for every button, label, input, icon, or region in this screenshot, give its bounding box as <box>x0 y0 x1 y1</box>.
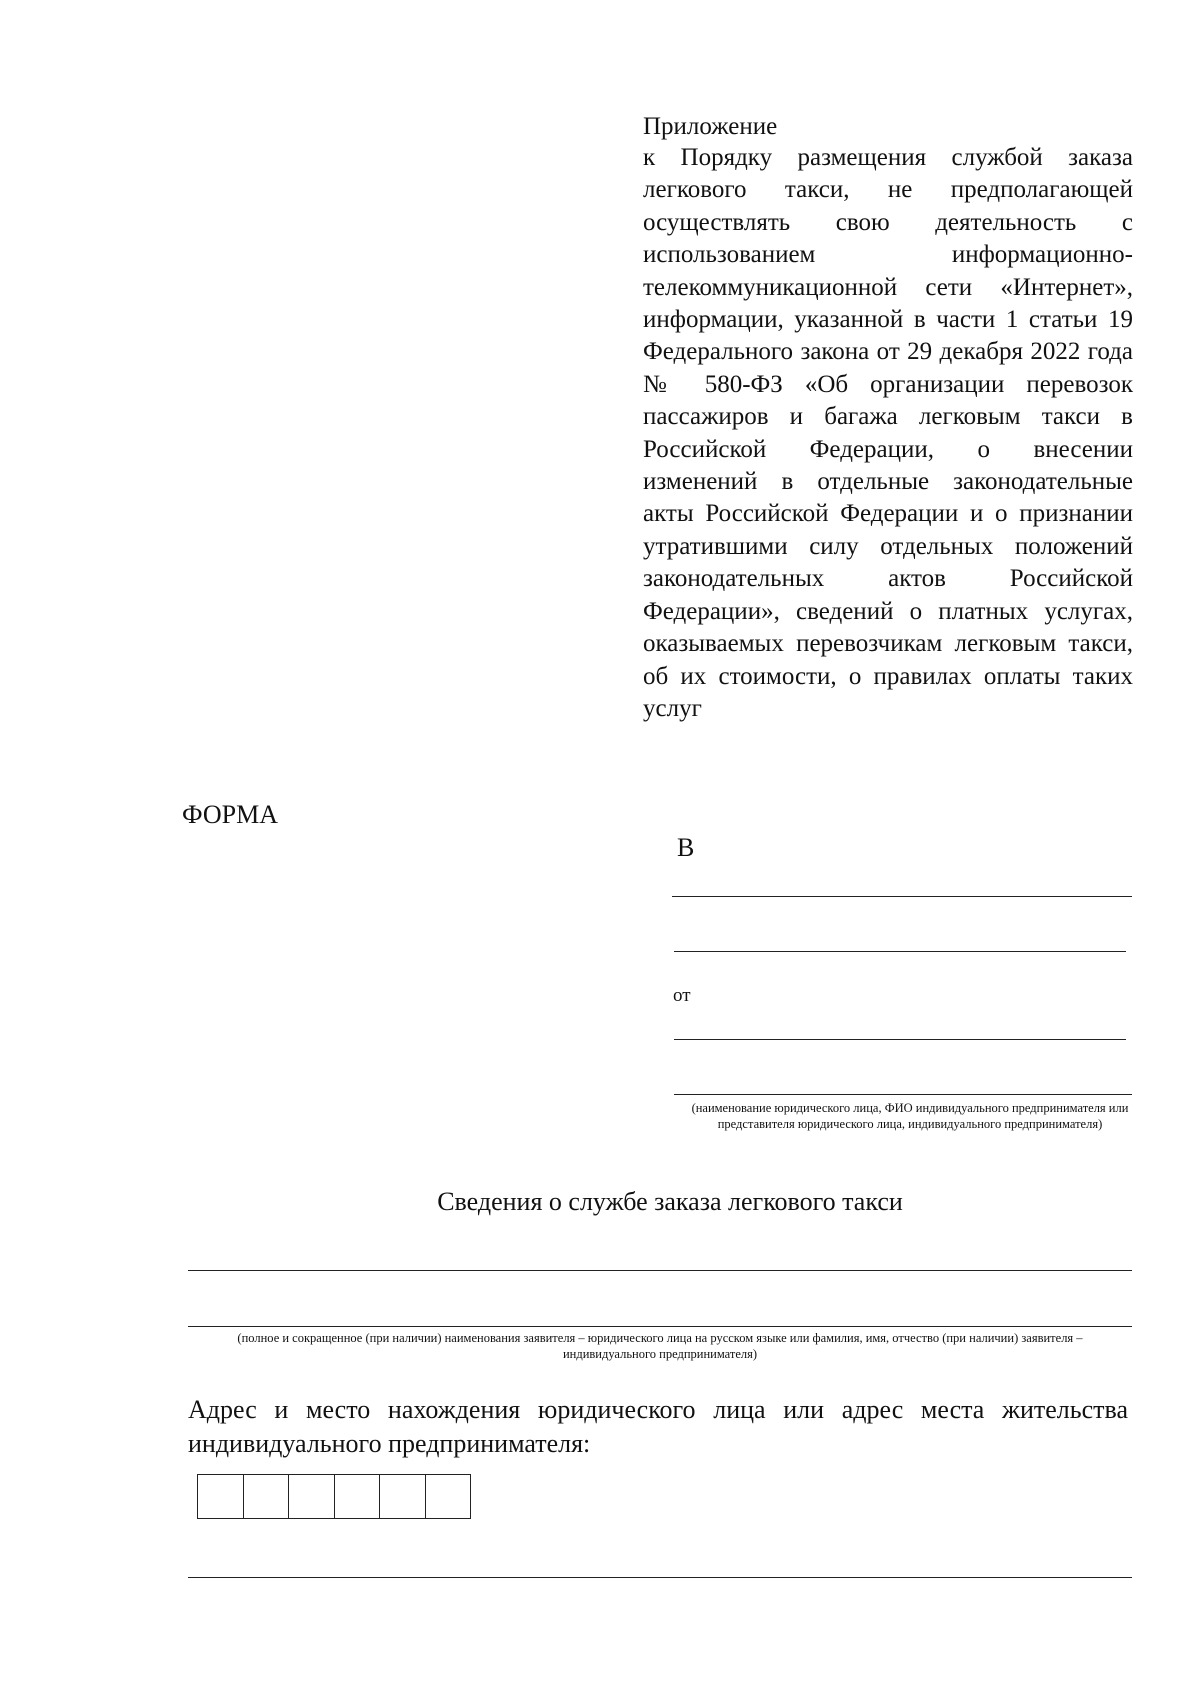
postal-code-box[interactable] <box>198 1475 244 1518</box>
recipient-to-label: В <box>677 833 695 862</box>
postal-code-box[interactable] <box>289 1475 335 1518</box>
sender-from-label: от <box>673 985 691 1006</box>
postal-code-box[interactable] <box>335 1475 381 1518</box>
applicant-name-line-1[interactable] <box>188 1270 1132 1271</box>
applicant-name-caption: (полное и сокращенное (при наличии) наименования заявителя – юридического лица на русском языке или фамилия, имя, отчество (при наличии) заявителя – индивидуального предпринимателя) <box>237 1331 1083 1361</box>
sender-line-2[interactable] <box>674 1094 1132 1095</box>
address-label: Адрес и место нахождения юридического лица или адрес места жительства индивидуального предпринимателя: <box>188 1395 1128 1458</box>
applicant-name-line-2[interactable] <box>188 1326 1132 1327</box>
appendix-text: к Порядку размещения службой заказа легкового такси, не предполагающей осуществлять свою деятельность с использованием информационно-телекоммуникационной сети «Интернет», информации, указанной в части 1 статьи 19 Федерального закона от 29 декабря 2022 года № 580-ФЗ «Об организации перевозок пассажиров и багажа легковым такси в Российской Федерации, о внесении изменений в отдельные законодательные акты Российской Федерации и о признании утратившими силу отдельных положений законодательных актов Российской Федерации», сведений о платных услугах, оказываемых перевозчикам легковым такси, об их стоимости, о правилах оплаты таких услуг <box>643 144 1133 722</box>
form-label: ФОРМА <box>182 800 278 829</box>
appendix-title: Приложение <box>643 113 778 140</box>
address-line[interactable] <box>188 1577 1132 1578</box>
postal-code-box[interactable] <box>244 1475 290 1518</box>
recipient-line-2[interactable] <box>674 951 1126 952</box>
postal-code-box[interactable] <box>426 1475 472 1518</box>
postal-code-box[interactable] <box>380 1475 426 1518</box>
recipient-line-1[interactable] <box>672 896 1132 897</box>
postal-code-boxes[interactable] <box>197 1474 471 1519</box>
sender-caption: (наименование юридического лица, ФИО индивидуального предпринимателя или представителя юридического лица, индивидуального предпринимателя) <box>691 1101 1129 1131</box>
section-title: Сведения о службе заказа легкового такси <box>437 1187 903 1216</box>
sender-line-1[interactable] <box>674 1039 1126 1040</box>
